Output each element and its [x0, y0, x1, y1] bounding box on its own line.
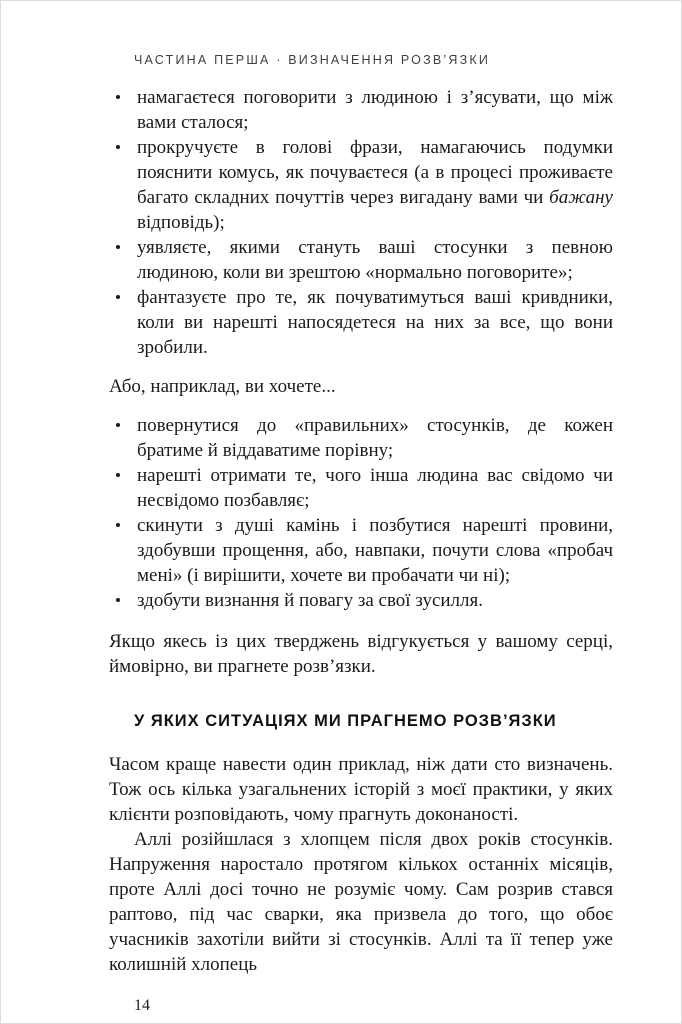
bullet-icon — [116, 598, 120, 602]
section-heading: У ЯКИХ СИТУАЦІЯХ МИ ПРАГНЕМО РОЗВ’ЯЗКИ — [134, 712, 557, 730]
list-item — [109, 463, 613, 513]
list-item-italic-word: бажану — [549, 187, 613, 208]
list-item-text: здобути визнання й повагу за свої зусилля. — [137, 590, 483, 611]
bullet-icon — [116, 423, 120, 427]
list-item-text: відповідь); — [137, 212, 225, 233]
bullet-icon — [116, 473, 120, 477]
paragraph-example-intro: Часом краще навести один приклад, ніж дати сто визначень. Тож ось кілька узагальнених історій з моєї практики, у яких клієнти розповідають, чому прагнуть доконаності. — [109, 754, 613, 825]
list-item-text: скинути з душі камінь і позбутися нарешті провини, здобувши прощення, або, навпаки, почути слова «пробач мені» (і вирішити, хочете ви пробачати чи ні); — [137, 515, 613, 586]
paragraph-conclusion: Якщо якесь із цих тверджень відгукується у вашому серці, ймовірно, ви прагнете розв’язки. — [109, 631, 613, 677]
list-item-text: намагаєтеся поговорити з людиною і з’ясувати, що між вами сталося; — [137, 87, 613, 133]
page-number: 14 — [134, 997, 150, 1014]
list-item-text: фантазуєте про те, як почуватимуться ваші кривдники, коли ви нарешті напосядетеся на них за все, що вони зробили. — [137, 287, 613, 358]
list-item-text: прокручуєте в голові фрази, намагаючись подумки пояснити комусь, як почуваєтеся (а в процесі проживаєте багато складних почуттів через вигадану вами чи — [137, 137, 613, 208]
list-item — [109, 588, 613, 613]
list-item — [109, 285, 613, 360]
page-content — [109, 85, 613, 1018]
list-item-text: уявляєте, якими стануть ваші стосунки з певною людиною, коли ви зрештою «нормально поговорите»; — [137, 237, 613, 283]
bullet-list-rumination — [109, 85, 613, 360]
running-head: ЧАСТИНА ПЕРША · ВИЗНАЧЕННЯ РОЗВ’ЯЗКИ — [134, 53, 491, 67]
list-item — [109, 135, 613, 235]
bullet-icon — [116, 145, 120, 149]
list-item — [109, 235, 613, 285]
list-item-text: повернутися до «правильних» стосунків, де кожен братиме й віддаватиме порівну; — [137, 415, 613, 461]
list-item — [109, 413, 613, 463]
bullet-icon — [116, 95, 120, 99]
paragraph-for-example: Або, наприклад, ви хочете... — [109, 376, 336, 397]
list-item — [109, 85, 613, 135]
list-item — [109, 513, 613, 588]
bullet-icon — [116, 245, 120, 249]
bullet-icon — [116, 523, 120, 527]
paragraph-alli-story: Аллі розійшлася з хлопцем після двох років стосунків. Напруження наростало протягом кількох останніх місяців, проте Аллі досі точно не розуміє чому. Сам розрив стався раптово, під час сварки, яка призвела до того, що обоє учасників захотіли вийти зі стосунків. Аллі та її тепер уже колишній хлопець — [109, 829, 613, 975]
bullet-list-wants — [109, 413, 613, 613]
list-item-text: нарешті отримати те, чого інша людина вас свідомо чи несвідомо позбавляє; — [137, 465, 613, 511]
bullet-icon — [116, 295, 120, 299]
